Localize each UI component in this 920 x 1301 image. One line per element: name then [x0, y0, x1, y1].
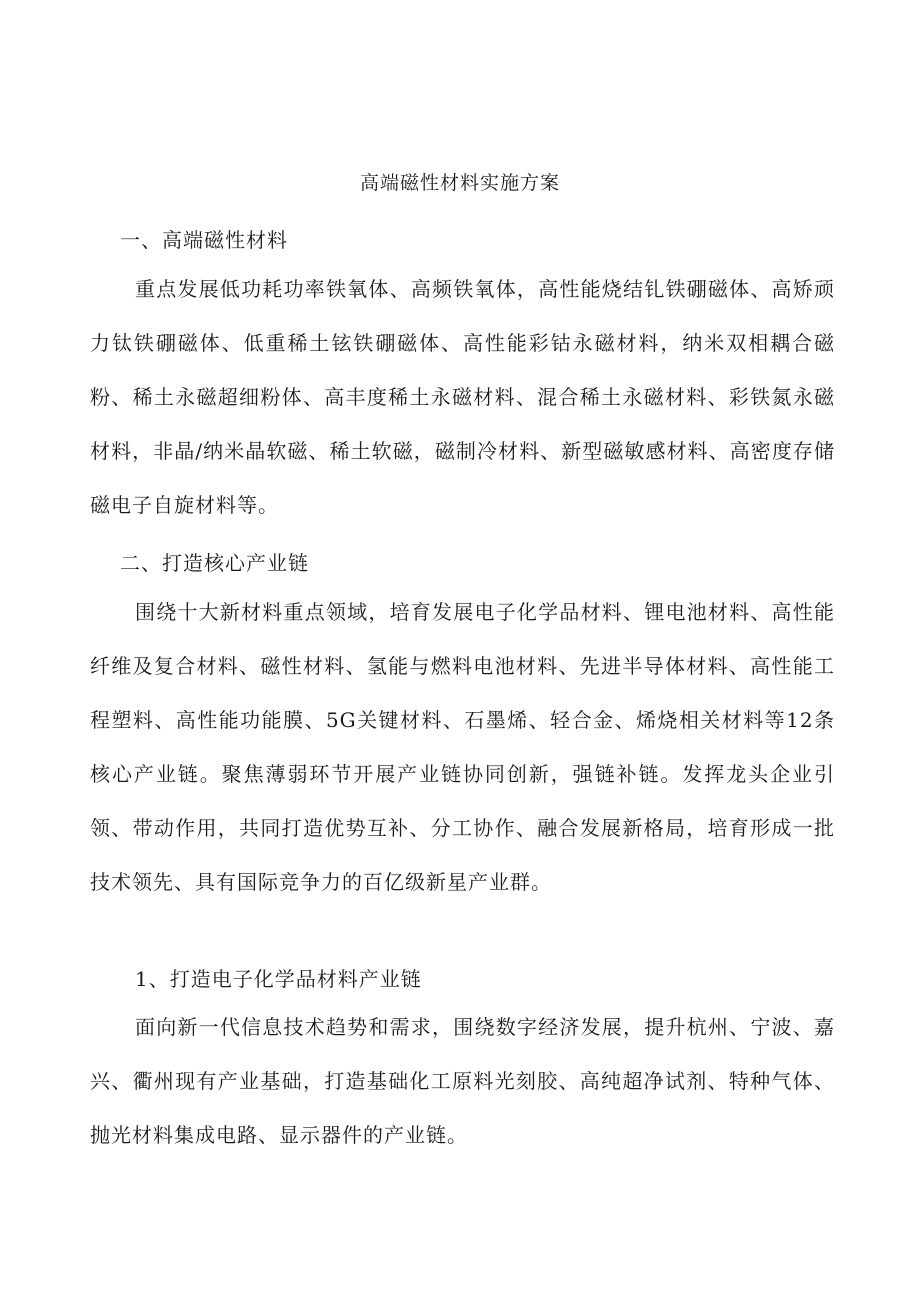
subsection-paragraph-1: 面向新一代信息技术趋势和需求，围绕数字经济发展，提升杭州、宁波、嘉兴、衢州现有产业基础，打造基础化工原料光刻胶、高纯超净试剂、特种气体、抛光材料集成电路、显示器件的产业链。: [90, 1015, 835, 1147]
document-title: 高端磁性材料实施方案: [359, 172, 560, 194]
section-paragraph-1: 重点发展低功耗功率铁氧体、高频铁氧体，高性能烧结钆铁硼磁体、高矫顽力钛铁硼磁体、低重稀土铉铁硼磁体、高性能彩钴永磁材料，纳米双相耦合磁粉、稀土永磁超细粉体、高丰度稀土永磁材料、混合稀土永磁材料、彩铁氮永磁材料，非晶/纳米晶软磁、稀土软磁，磁制冷材料、新型磁敏感材料、高密度存储磁电子自旋材料等。: [90, 277, 835, 517]
section-heading-1: 一、高端磁性材料: [120, 228, 288, 252]
section-paragraph-2: 围绕十大新材料重点领域，培育发展电子化学品材料、锂电池材料、高性能纤维及复合材料、磁性材料、氢能与燃料电池材料、先进半导体材料、高性能工程塑料、高性能功能膜、5G关键材料、石墨烯、轻合金、烯烧相关材料等12条核心产业链。聚焦薄弱环节开展产业链协同创新，强链补链。发挥龙头企业引领、带动作用，共同打造优势互补、分工协作、融合发展新格局，培育形成一批技术领先、具有国际竞争力的百亿级新星产业群。: [90, 600, 835, 894]
section-heading-2: 二、打造核心产业链: [120, 551, 309, 575]
subsection-heading-1: 1、打造电子化学品材料产业链: [135, 967, 422, 991]
